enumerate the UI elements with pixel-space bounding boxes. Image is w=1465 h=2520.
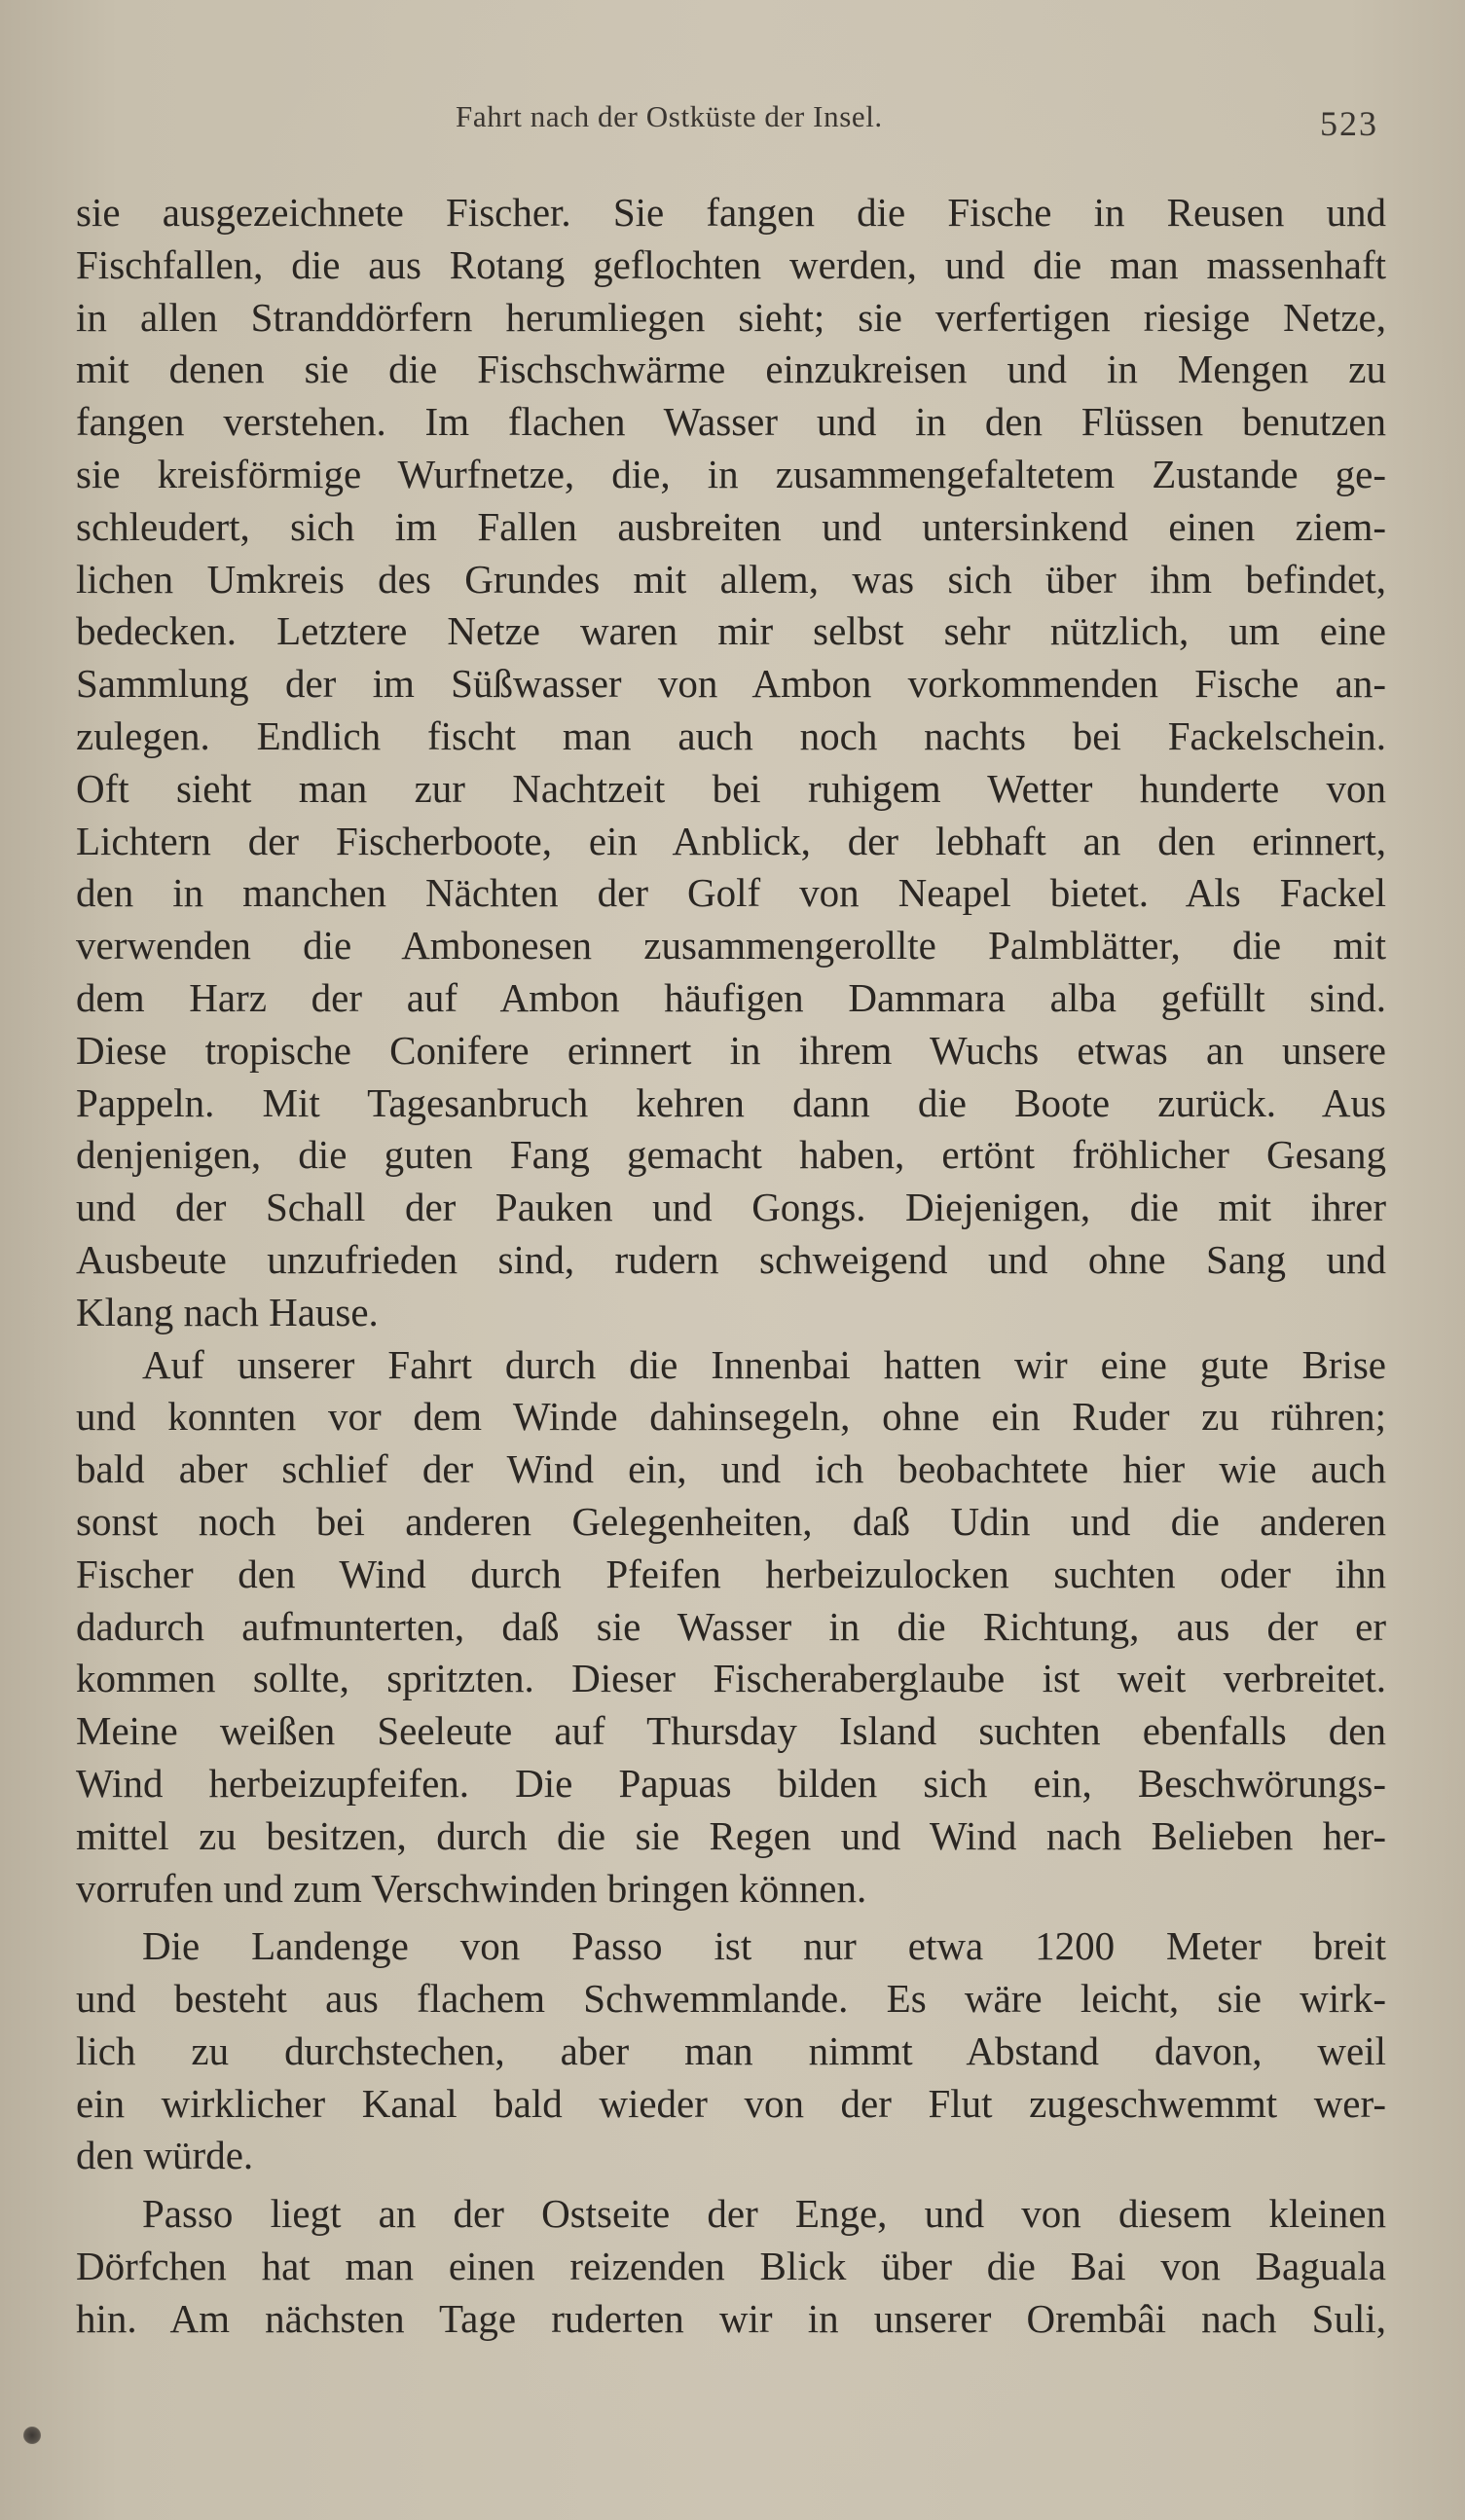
text-line: Oft sieht man zur Nachtzeit bei ruhigem Wetter hunderte von	[76, 765, 1386, 811]
text-line: vorrufen und zum Verschwinden bringen können.	[76, 1865, 867, 1911]
text-line: Passo liegt an der Ostseite der Enge, und von diesem kleinen	[142, 2191, 1386, 2237]
text-line: und besteht aus flachem Schwemmlande. Es wäre leicht, sie wirk-	[76, 1976, 1386, 2022]
text-line: Pappeln. Mit Tagesanbruch kehren dann die Boote zurück. Aus	[76, 1079, 1386, 1125]
text-line: Dörfchen hat man einen reizenden Blick über die Bai von Baguala	[76, 2244, 1386, 2289]
text-line: bedecken. Letztere Netze waren mir selbst sehr nützlich, um eine	[76, 608, 1386, 654]
text-line: und der Schall der Pauken und Gongs. Diejenigen, die mit ihrer	[76, 1185, 1386, 1230]
running-title: Fahrt nach der Ostküste der Insel.	[456, 99, 883, 133]
text-line: verwenden die Ambonesen zusammengerollte Palmblätter, die mit	[76, 923, 1386, 968]
text-line: Fischfallen, die aus Rotang geflochten werden, und die man massenhaft	[76, 241, 1386, 287]
text-line: Ausbeute unzufrieden sind, rudern schweigend und ohne Sang und	[76, 1236, 1386, 1282]
text-line: Die Landenge von Passo ist nur etwa 1200 Meter breit	[142, 1923, 1386, 1969]
text-line: sie kreisförmige Wurfnetze, die, in zusammengefaltetem Zustande ge-	[76, 451, 1386, 496]
text-line: Wind herbeizupfeifen. Die Papuas bilden sich ein, Beschwörungs-	[76, 1760, 1386, 1806]
paragraph-1	[76, 187, 1386, 1339]
text-line: ein wirklicher Kanal bald wieder von der Flut zugeschwemmt wer-	[76, 2080, 1386, 2126]
text-line: mit denen sie die Fischschwärme einzukreisen und in Mengen zu	[76, 347, 1386, 392]
text-line: Lichtern der Fischerboote, ein Anblick, der lebhaft an den erinnert,	[76, 818, 1386, 863]
paragraph-2	[76, 1339, 1386, 1916]
text-line: lichen Umkreis des Grundes mit allem, was sich über ihm befindet,	[76, 556, 1386, 602]
paragraph-4	[76, 2188, 1386, 2345]
text-line: den würde.	[76, 2133, 254, 2178]
body-text	[76, 187, 1386, 2346]
text-line: fangen verstehen. Im flachen Wasser und in den Flüssen benutzen	[76, 399, 1386, 445]
paragraph-3	[76, 1920, 1386, 2182]
text-line: dem Harz der auf Ambon häufigen Dammara alba gefüllt sind.	[76, 974, 1386, 1020]
text-line: den in manchen Nächten der Golf von Neapel bietet. Als Fackel	[76, 870, 1386, 916]
text-line: Fischer den Wind durch Pfeifen herbeizulocken suchten oder ihn	[76, 1551, 1386, 1596]
text-line: lich zu durchstechen, aber man nimmt Abstand davon, weil	[76, 2027, 1386, 2073]
text-line: denjenigen, die guten Fang gemacht haben, ertönt fröhlicher Gesang	[76, 1132, 1386, 1178]
text-line: zulegen. Endlich fischt man auch noch nachts bei Fackelschein.	[76, 712, 1386, 758]
text-line: Sammlung der im Süßwasser von Ambon vorkommenden Fische an-	[76, 661, 1386, 707]
text-line: sie ausgezeichnete Fischer. Sie fangen die Fische in Reusen und	[76, 190, 1386, 235]
text-line: mittel zu besitzen, durch die sie Regen und Wind nach Belieben her-	[76, 1812, 1386, 1858]
text-line: sonst noch bei anderen Gelegenheiten, daß Udin und die anderen	[76, 1498, 1386, 1544]
text-line: hin. Am nächsten Tage ruderten wir in unserer Orembâi nach Suli,	[76, 2295, 1386, 2341]
text-line: bald aber schlief der Wind ein, und ich beobachtete hier wie auch	[76, 1446, 1386, 1492]
text-line: Klang nach Hause.	[76, 1289, 379, 1334]
page-header	[0, 99, 1465, 158]
text-line: Diese tropische Conifere erinnert in ihrem Wuchs etwas an unsere	[76, 1027, 1386, 1073]
paper-speck	[23, 2427, 41, 2444]
text-line: schleudert, sich im Fallen ausbreiten und untersinkend einen ziem-	[76, 503, 1386, 549]
text-line: kommen sollte, spritzten. Dieser Fischeraberglaube ist weit verbreitet.	[76, 1656, 1386, 1701]
text-line: und konnten vor dem Winde dahinsegeln, ohne ein Ruder zu rühren;	[76, 1394, 1386, 1440]
text-line: in allen Stranddörfern herumliegen sieht; sie verfertigen riesige Netze,	[76, 294, 1386, 340]
page-number: 523	[1320, 104, 1378, 143]
text-line: dadurch aufmunterten, daß sie Wasser in die Richtung, aus der er	[76, 1603, 1386, 1649]
text-line: Auf unserer Fahrt durch die Innenbai hatten wir eine gute Brise	[142, 1341, 1386, 1387]
text-line: Meine weißen Seeleute auf Thursday Island suchten ebenfalls den	[76, 1708, 1386, 1754]
